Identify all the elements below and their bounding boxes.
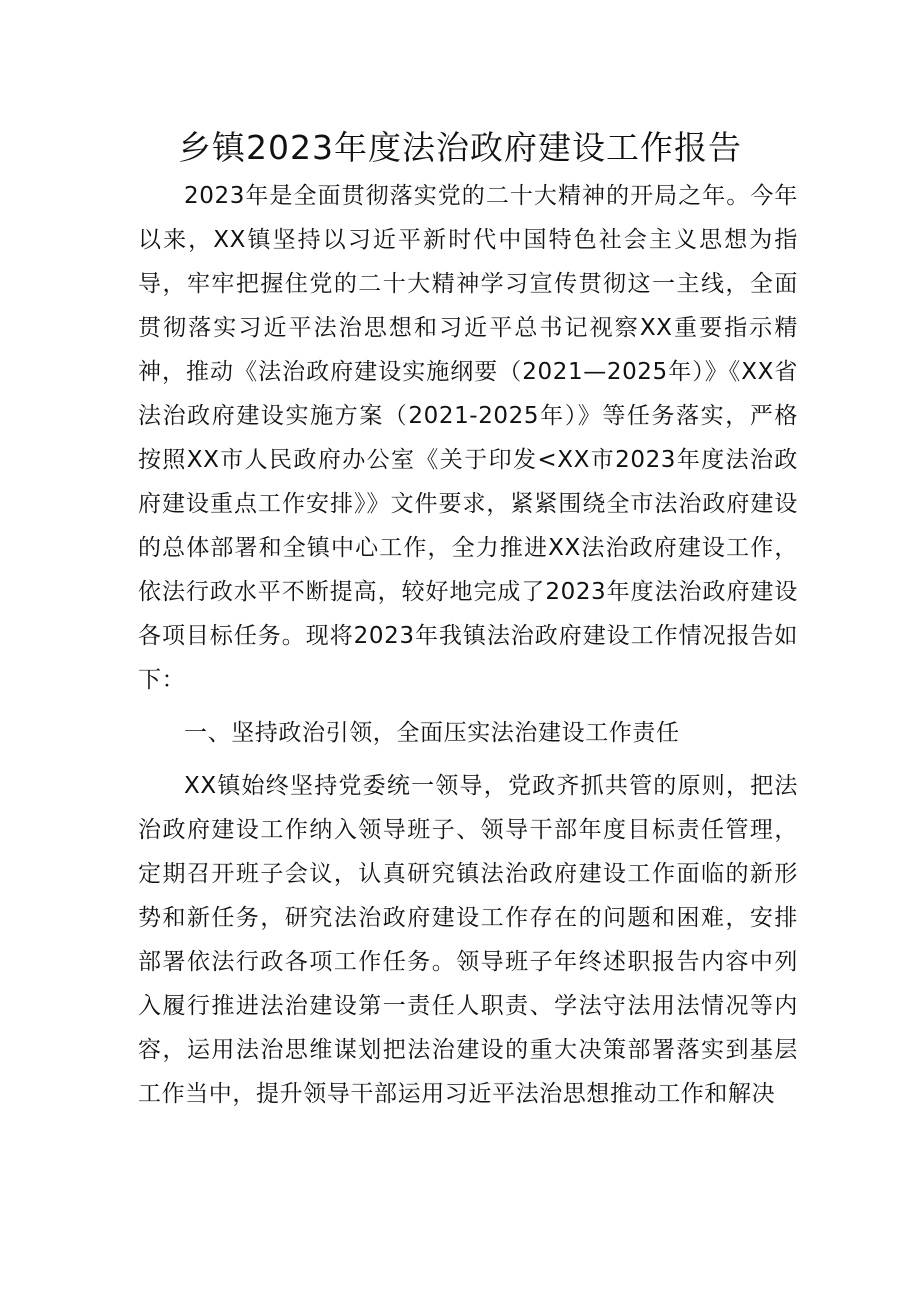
section-heading: 一、坚持政治引领，全面压实法治建设工作责任: [184, 720, 680, 746]
intro-paragraph: 2023年是全面贯彻落实党的二十大精神的开局之年。今年以来，XX镇坚持以习近平新时代中国特色社会主义思想为指导，牢牢把握住党的二十大精神学习宣传贯彻这一主线，全面贯彻落实习近平法治思想和习近平总书记视察XX重要指示精神，推动《法治政府建设实施纲要（2021—2025年）》《XX省法治政府建设实施方案（2021-2025年）》等任务落实，严格按照XX市人民政府办公室《关于印发<XX市2023年度法治政府建设重点工作安排》》文件要求，紧紧围绕全市法治政府建设的总体部署和全镇中心工作，全力推进XX法治政府建设工作，依法行政水平不断提高，较好地完成了2023年度法治政府建设各项目标任务。现将2023年我镇法治政府建设工作情况报告如下：: [138, 183, 798, 693]
document-body: [138, 174, 798, 1116]
section-1-paragraph: XX镇始终坚持党委统一领导，党政齐抓共管的原则，把法治政府建设工作纳入领导班子、领导干部年度目标责任管理，定期召开班子会议，认真研究镇法治政府建设工作面临的新形势和新任务，研究法治政府建设工作存在的问题和困难，安排部署依法行政各项工作任务。领导班子年终述职报告内容中列入履行推进法治建设第一责任人职责、学法守法用法情况等内容，运用法治思维谋划把法治建设的重大决策部署落实到基层工作当中，提升领导干部运用习近平法治思想推动工作和解决: [138, 773, 798, 1107]
document-title: 乡镇2023年度法治政府建设工作报告: [178, 128, 742, 167]
